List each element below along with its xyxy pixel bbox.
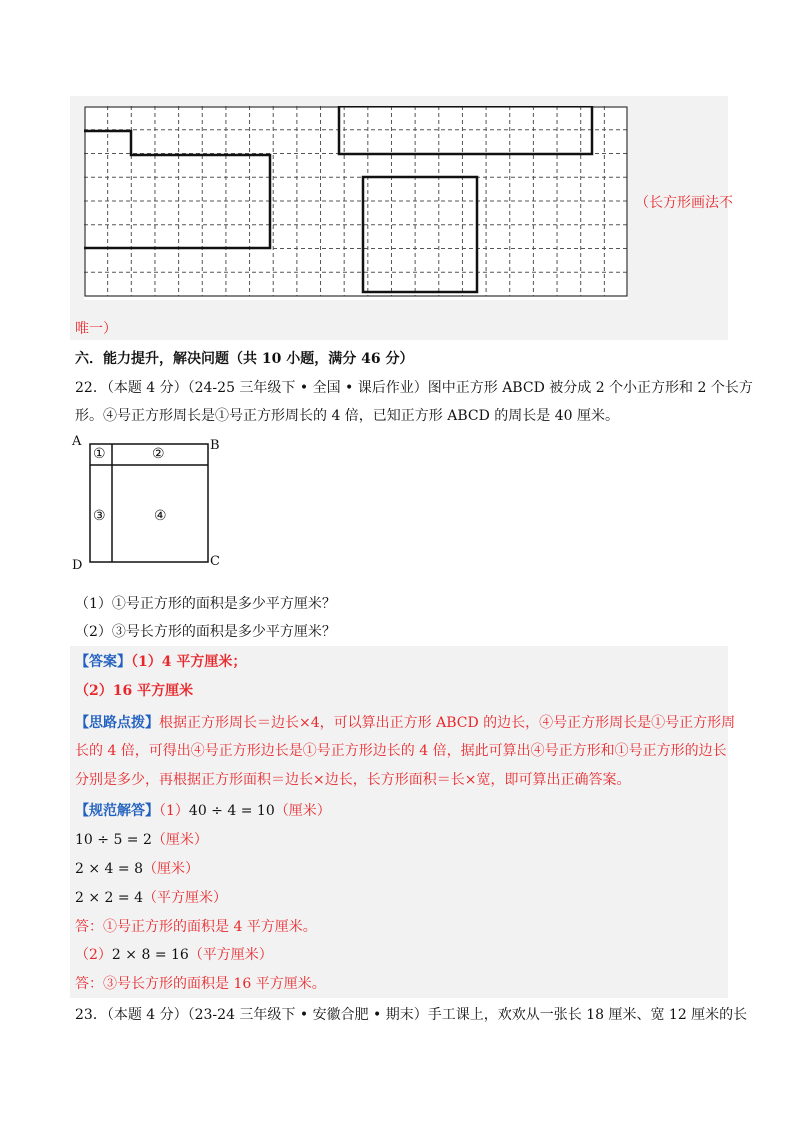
label-d: D (72, 558, 83, 573)
region-3: ③ (93, 508, 106, 524)
section-title: 六．能力提升，解决问题（共 10 小题，满分 46 分） (75, 351, 414, 367)
answer2: （2）16 平方厘米 (75, 683, 194, 699)
square-abcd-figure (70, 436, 230, 572)
eq1: 40 ÷ 4 = 10 (188, 803, 275, 819)
label-c: C (210, 554, 220, 569)
q22-line1: 22．（本题 4 分）（24-25 三年级下 • 全国 • 课后作业）图中正方形 ABCD 被分成 2 个小正方形和 2 个长方 (75, 380, 753, 396)
region-4: ④ (154, 508, 167, 524)
answer-tag: 【答案】 (75, 654, 131, 670)
unit5: （平方厘米） (188, 947, 273, 963)
answer-line1 (75, 652, 246, 672)
q22-sub2: （2）③号长方形的面积是多少平方厘米？ (75, 624, 336, 640)
solution-line1 (75, 801, 331, 821)
answer1: （1）4 平方厘米； (131, 654, 247, 670)
sol-prefix2: （2） (75, 947, 112, 963)
unit3: （厘米） (142, 861, 199, 877)
solution-line3 (75, 859, 199, 879)
label-a: A (72, 434, 82, 449)
unit1: （厘米） (274, 803, 331, 819)
hint-line1 (75, 713, 735, 733)
grid-note-b: 唯一） (75, 321, 117, 337)
solution-line4 (75, 888, 227, 908)
unit2: （厘米） (151, 832, 208, 848)
grid-note-a: （长方形画法不 (635, 195, 733, 211)
q22-sub1: （1）①号正方形的面积是多少平方厘米？ (75, 596, 336, 612)
ans-line1: 答：①号正方形的面积是 4 平方厘米。 (75, 919, 317, 935)
unit4: （平方厘米） (142, 890, 227, 906)
hint3: 分别是多少，再根据正方形面积＝边长×边长，长方形面积＝长×宽，即可算出正确答案。 (75, 772, 631, 788)
solution-tag: 【规范解答】 (75, 803, 159, 819)
solution-line2 (75, 830, 208, 850)
q23-line1: 23．（本题 4 分）（23-24 三年级下 • 安徽合肥 • 期末）手工课上，欢欢从一张长 18 厘米、宽 12 厘米的长 (75, 1007, 748, 1023)
eq4: 2 × 2 = 4 (75, 890, 143, 906)
hint-tag: 【思路点拨】 (75, 715, 159, 731)
eq3: 2 × 4 = 8 (75, 861, 143, 877)
region-1: ① (93, 446, 106, 462)
solution-line5 (75, 945, 273, 965)
q22-line2: 形。④号正方形周长是①号正方形周长的 4 倍，已知正方形 ABCD 的周长是 40 厘米。 (75, 408, 620, 424)
label-b: B (210, 438, 220, 453)
hint1: 根据正方形周长＝边长×4，可以算出正方形 ABCD 的边长，④号正方形周长是①号正方形周 (159, 715, 736, 731)
grid-figure (84, 106, 628, 300)
eq5: 2 × 8 = 16 (111, 947, 189, 963)
region-2: ② (152, 446, 165, 462)
sol-prefix1: （1） (159, 803, 189, 819)
hint2: 长的 4 倍，可得出④号正方形边长是①号正方形边长的 4 倍，据此可算出④号正方形和①号正方形的边长 (75, 743, 727, 759)
ans-line2: 答：③号长方形的面积是 16 平方厘米。 (75, 976, 326, 992)
eq2: 10 ÷ 5 = 2 (75, 832, 152, 848)
